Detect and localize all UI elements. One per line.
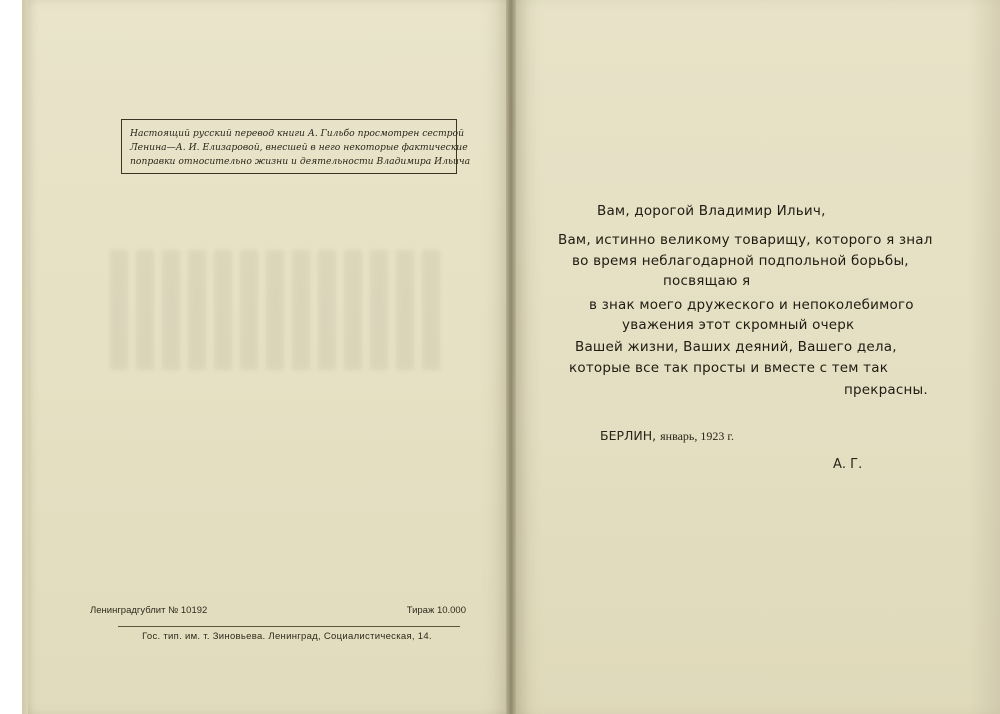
right-page-edge	[968, 0, 1000, 714]
notice-line: Настоящий русский перевод книги А. Гильбо просмотрен сестрой	[130, 128, 464, 139]
imprint-divider	[118, 626, 460, 627]
dedication-line: уважения этот скромный очерк	[622, 317, 855, 333]
show-through-text	[110, 250, 440, 370]
dedication-line: Вашей жизни, Ваших деяний, Вашего дела,	[575, 339, 897, 355]
dedication-line: Вам, дорогой Владимир Ильич,	[597, 203, 826, 219]
place-and-date	[600, 428, 734, 444]
right-page	[512, 0, 1000, 714]
dedication-line: посвящаю я	[663, 273, 751, 289]
dedication-line: прекрасны.	[844, 382, 928, 398]
author-initials: А. Г.	[833, 457, 863, 472]
print-run: Тираж 10.000	[406, 605, 466, 616]
book-gutter	[506, 0, 516, 714]
dedication-line: Вам, истинно великому товарищу, которого я знал	[558, 232, 933, 248]
imprint-row	[90, 605, 466, 616]
place: БЕРЛИН,	[600, 428, 657, 443]
dedication-line: во время неблагодарной подпольной борьбы,	[572, 253, 909, 269]
printer-info: Гос. тип. им. т. Зиновьева. Ленинград, Социалистическая, 14.	[142, 631, 432, 642]
date: январь, 1923 г.	[660, 429, 734, 443]
notice-line: поправки относительно жизни и деятельности Владимира Ильича	[130, 156, 471, 167]
notice-line: Ленина—А. И. Елизаровой, внесшей в него некоторые фактические	[130, 142, 468, 153]
censorship-license: Ленинградгублит № 10192	[90, 605, 208, 616]
translation-notice-box	[121, 119, 471, 174]
dedication-line: которые все так просты и вместе с тем так	[569, 360, 889, 376]
dedication-line: в знак моего дружеского и непоколебимого	[589, 297, 914, 313]
